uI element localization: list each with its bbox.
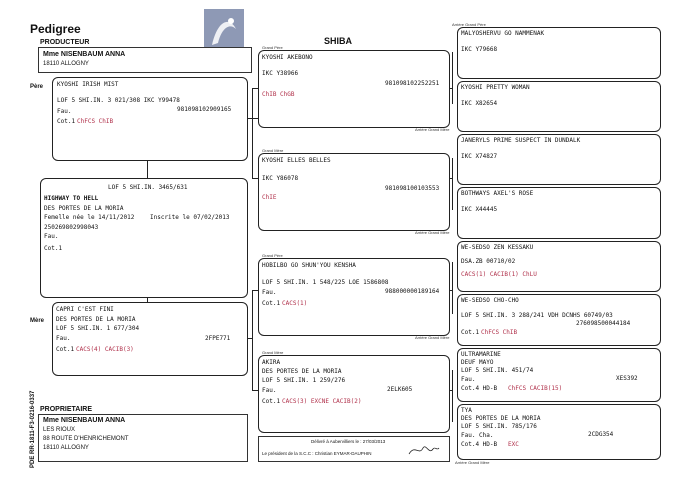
breed-title: SHIBA	[324, 36, 353, 46]
gp2-label: Grand Père	[262, 253, 283, 258]
gm2-color: Fau.	[262, 387, 277, 394]
gm2-label: Grand Mère	[262, 350, 284, 355]
tree-line	[452, 158, 453, 210]
gp2-titles: CACS(1)	[282, 300, 308, 307]
agp-cot: Cot.1	[461, 329, 480, 336]
father-color: Fau.	[57, 108, 72, 115]
gm2-name: AKIRA	[262, 359, 281, 366]
gp2-color: Fau.	[262, 289, 277, 296]
side-code: PDE RR-1811-F3-0216-0337	[30, 390, 36, 468]
gm2-reg: LOF 5 SHI.IN. 1 259/276	[262, 377, 346, 384]
agp-box-2	[457, 81, 661, 132]
tree-line	[452, 52, 453, 104]
subject-id: 250269802998043	[44, 224, 99, 231]
agp-reg: DSA.ZB 00710/02	[461, 258, 516, 265]
agp-box-6	[457, 294, 661, 346]
gp1-name: KYOSHI AKEBONO	[262, 54, 313, 61]
tree-line	[147, 160, 148, 178]
owner-box	[38, 414, 248, 462]
agp-box-7	[457, 348, 661, 402]
agp-reg: IKC X44445	[461, 206, 498, 213]
agp-reg: IKC X82654	[461, 100, 498, 107]
mother-box	[52, 302, 248, 376]
subject-affix: DES PORTES DE LA MORIA	[44, 205, 124, 212]
agm-label: Arrière Grand Mère	[415, 335, 450, 340]
gm2-titles: CACS(3) EXCNE CACIB(2)	[282, 398, 362, 405]
agp-name2: DES PORTES DE LA MORIA	[461, 415, 541, 422]
gp2-name: HOBILBO GO SHUN'YOU KENSHA	[262, 262, 356, 269]
gm1-titles: ChIE	[262, 194, 277, 201]
gm2-id: 2ELK605	[387, 386, 413, 393]
subject-color: Fau.	[44, 233, 59, 240]
mother-label: Mère	[30, 318, 45, 324]
mother-titles: CACS(4) CACIB(3)	[76, 346, 134, 353]
gp1-box	[258, 50, 450, 128]
subject-box	[40, 178, 248, 298]
father-reg: LOF 5 SHI.IN. 3 021/308 IKC Y99478	[57, 97, 180, 104]
agp-name: WE-SEDSO CHO-CHO	[461, 297, 519, 304]
gm1-box	[258, 153, 450, 231]
agp-name: JANERYLS PRIME SUSPECT IN DUNDALK	[461, 137, 581, 144]
tree-line	[452, 370, 453, 422]
agp-box-5	[457, 241, 661, 292]
owner-label: PROPRIETAIRE	[40, 406, 92, 413]
gm1-reg: IKC Y86078	[262, 175, 299, 182]
agp-name2: DEUF MAYO	[461, 359, 494, 366]
tree-line	[252, 88, 253, 178]
mother-cot: Cot.1	[56, 346, 75, 353]
mother-color: Fau.	[56, 335, 71, 342]
agp-name: KYOSHI PRETTY WOMAN	[461, 84, 530, 91]
mother-reg: LOF 5 SHI.IN. 1 677/304	[56, 325, 140, 332]
agp-titles: ChFCS CACIB(15)	[508, 385, 563, 392]
agp-name: MALYOSHERVU GO NAMMENAK	[461, 30, 545, 37]
gm2-affix: DES PORTES DE LA MORIA	[262, 368, 342, 375]
producer-name: Mme NISENBAUM ANNA	[43, 51, 126, 58]
owner-line4: 18110 ALLOGNY	[43, 445, 89, 451]
signature	[407, 442, 441, 458]
agp-id: XES392	[616, 375, 638, 382]
mother-affix: DES PORTES DE LA MORIA	[56, 316, 136, 323]
agp-reg: IKC X74827	[461, 153, 498, 160]
agp-color: Fau. Cha.	[461, 432, 494, 439]
agp-name: BOTHWAYS AXEL'S ROSE	[461, 190, 534, 197]
agp-name: TYA	[461, 407, 472, 414]
mother-name: CAPRI C'EST FINI	[56, 306, 114, 313]
tree-line	[252, 290, 253, 390]
agp-cot: Cot.4 HD-B	[461, 441, 498, 448]
gm1-label-top: Grand Mère	[262, 148, 284, 153]
subject-registered: Inscrite le 07/02/2013	[150, 214, 230, 221]
agp-titles: CACS(1) CACIB(1) ChLU	[461, 271, 537, 278]
subject-cot: Cot.1	[44, 245, 63, 252]
gp2-id: 988000000189164	[385, 288, 440, 295]
agp-box-4	[457, 187, 661, 239]
agp-color: Fau.	[461, 376, 476, 383]
gp1-titles: ChIB ChGB	[262, 91, 295, 98]
agp-cot: Cot.4 HD-B	[461, 385, 498, 392]
agp-box-3	[457, 134, 661, 185]
agm-label: Arrière Grand Mère	[415, 230, 450, 235]
gm1-name: KYOSHI ELLES BELLES	[262, 157, 331, 164]
agp-reg: LOF 5 SHI.IN. 3 288/241 VDH DCNHS 60749/03	[461, 312, 613, 319]
father-box	[52, 77, 248, 161]
gp2-box	[258, 258, 450, 336]
owner-name: Mme NISENBAUM ANNA	[43, 417, 126, 424]
gm2-box	[258, 355, 450, 433]
agp-id: 2CDG354	[588, 431, 614, 438]
agp-id: 276098500044184	[576, 320, 631, 327]
gp1-id: 981098102252251	[385, 80, 440, 87]
agp-name: WE-SEDSO ZEN KESSAKU	[461, 244, 534, 251]
gp1-label: Grand Père	[262, 45, 283, 50]
agp-box-1	[457, 27, 661, 79]
agp-reg: LOF 5 SHI.IN. 451/74	[461, 367, 534, 374]
agp-reg: LOF 5 SHI.IN. 785/176	[461, 423, 537, 430]
subject-lof: LOF 5 SHI.IN. 3465/631	[108, 184, 188, 191]
father-id: 981098102909165	[177, 106, 232, 113]
owner-line3: 88 ROUTE D'HENRICHEMONT	[43, 436, 129, 442]
father-label: Père	[30, 84, 44, 90]
owner-line2: LES RIOUX	[43, 427, 76, 433]
subject-name: HIGHWAY TO HELL	[44, 195, 99, 202]
producer-label: PRODUCTEUR	[40, 39, 90, 46]
agm-label: Arrière Grand Mère	[455, 460, 490, 465]
president-text: Le président de la S.C.C : Christian EYMAR-DAUPHIN	[262, 451, 372, 456]
agp-reg: IKC Y79668	[461, 46, 498, 53]
tree-line	[452, 262, 453, 314]
father-cot: Cot.1	[57, 118, 76, 125]
subject-birth: Femelle née le 14/11/2012	[44, 214, 135, 221]
agp-titles: EXC	[508, 441, 519, 448]
agp-label: Arrière Grand Père	[452, 22, 486, 27]
gm1-id: 981098100103553	[385, 185, 440, 192]
producer-box	[38, 47, 252, 73]
certificate-box	[258, 436, 450, 462]
mother-id: 2FPE771	[205, 335, 231, 342]
father-titles: ChFCS ChIB	[77, 118, 114, 125]
father-name: KYOSHI IRISH MIST	[57, 81, 119, 88]
gp2-reg: LOF 5 SHI.IN. 1 548/225 LOE 1586808	[262, 279, 389, 286]
agp-box-8	[457, 404, 661, 460]
agp-titles: ChFCS ChIB	[481, 329, 518, 336]
gm2-cot: Cot.1	[262, 398, 281, 405]
delivered-text: Délivré à Aubervilliers le : 27/03/2013	[311, 439, 386, 444]
gm1-label: Arrière Grand Mère	[415, 127, 450, 132]
producer-city: 18110 ALLOGNY	[43, 61, 89, 67]
agp-name: ULTRAMARINE	[461, 351, 501, 358]
page-title: Pedigree	[30, 22, 81, 36]
gp1-reg: IKC Y38966	[262, 70, 299, 77]
gp2-cot: Cot.1	[262, 300, 281, 307]
